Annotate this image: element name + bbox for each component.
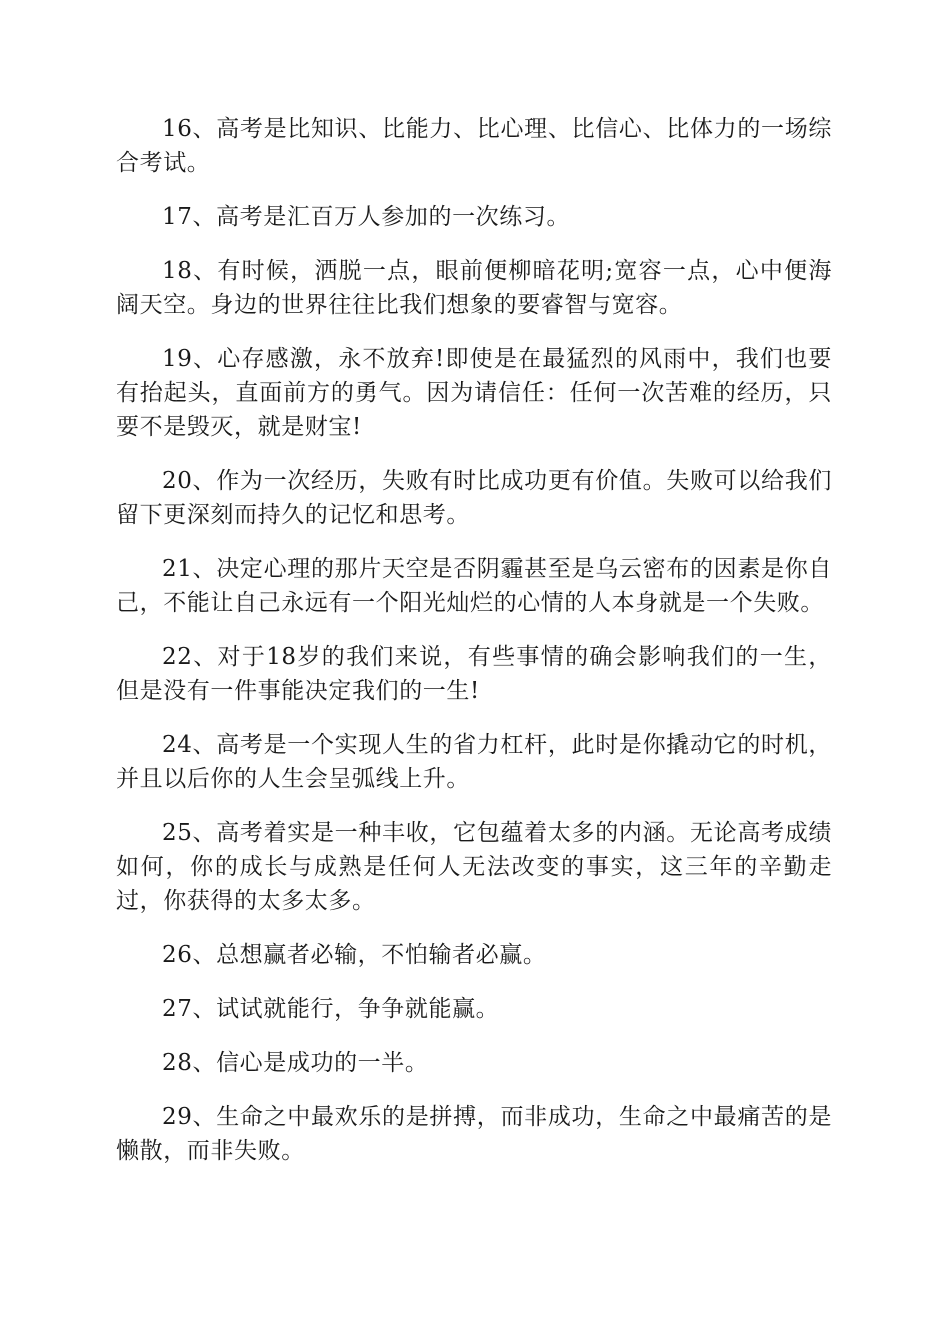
paragraph-17: 17、高考是汇百万人参加的一次练习。 xyxy=(162,204,571,230)
paragraph-27: 27、试试就能行，争争就能赢。 xyxy=(162,996,500,1022)
paragraph-16: 16、高考是比知识、比能力、比心理、比信心、比体力的一场综合考试。 xyxy=(116,116,832,176)
paragraph-22: 22、对于18岁的我们来说，有些事情的确会影响我们的一生，但是没有一件事能决定我们的一生! xyxy=(116,644,832,704)
paragraph-24: 24、高考是一个实现人生的省力杠杆，此时是你撬动它的时机，并且以后你的人生会呈弧线上升。 xyxy=(116,732,832,792)
paragraph-19: 19、心存感激，永不放弃!即使是在最猛烈的风雨中，我们也要有抬起头，直面前方的勇气。因为请信任：任何一次苦难的经历，只要不是毁灭，就是财宝! xyxy=(116,346,832,440)
paragraph-29: 29、生命之中最欢乐的是拼搏，而非成功，生命之中最痛苦的是懒散，而非失败。 xyxy=(116,1104,832,1164)
document-body xyxy=(116,112,832,1188)
paragraph-21: 21、决定心理的那片天空是否阴霾甚至是乌云密布的因素是你自己，不能让自己永远有一个阳光灿烂的心情的人本身就是一个失败。 xyxy=(116,556,832,616)
paragraph-20: 20、作为一次经历，失败有时比成功更有价值。失败可以给我们留下更深刻而持久的记忆和思考。 xyxy=(116,468,832,528)
paragraph-25: 25、高考着实是一种丰收，它包蕴着太多的内涵。无论高考成绩如何，你的成长与成熟是任何人无法改变的事实，这三年的辛勤走过，你获得的太多太多。 xyxy=(116,820,832,914)
paragraph-26: 26、总想赢者必输，不怕输者必赢。 xyxy=(162,942,547,968)
paragraph-28: 28、信心是成功的一半。 xyxy=(162,1050,429,1076)
paragraph-18: 18、有时候，洒脱一点，眼前便柳暗花明;宽容一点，心中便海阔天空。身边的世界往往比我们想象的要睿智与宽容。 xyxy=(116,258,832,318)
